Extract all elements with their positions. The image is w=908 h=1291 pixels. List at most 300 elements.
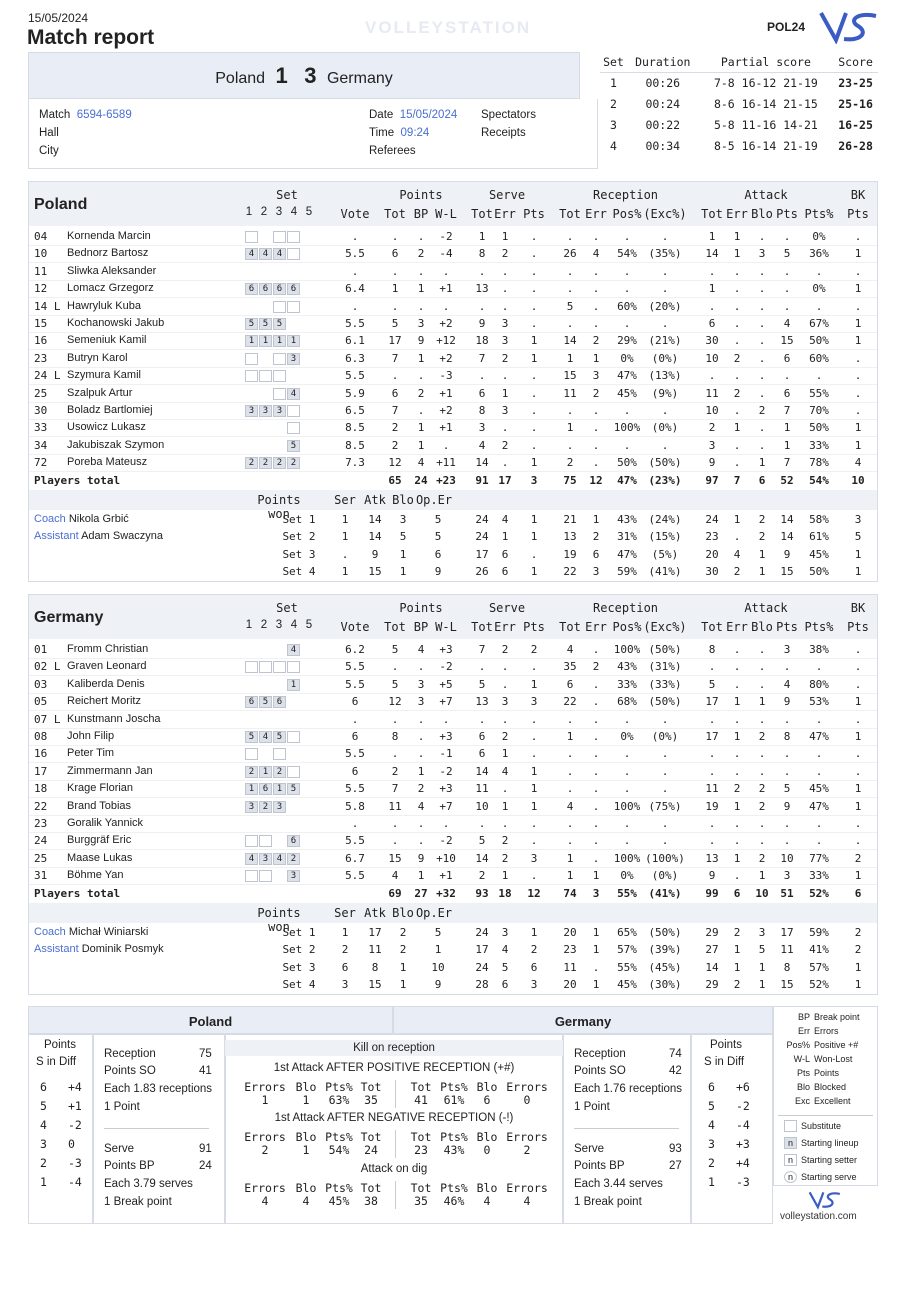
- legend-marker: n: [784, 1137, 797, 1149]
- total-apts: 52: [780, 473, 794, 487]
- stat-atot: 10: [705, 351, 719, 365]
- stat-spts: .: [530, 247, 538, 261]
- stat-rtot: 5: [566, 299, 574, 313]
- stat-wl: .: [442, 264, 450, 278]
- set-cell: 3: [609, 117, 617, 132]
- stat-stot: 6: [478, 730, 486, 743]
- stat-atot: 19: [705, 799, 719, 813]
- set-stat-opr: 6: [434, 547, 442, 561]
- set-stat-lbl: Set 2: [282, 530, 316, 544]
- set-stat-ser: 3: [341, 978, 349, 992]
- stat-wl: +1: [439, 421, 453, 435]
- stat-rerr: .: [592, 764, 600, 778]
- stat-stot: .: [478, 817, 486, 830]
- set-stat-lbl: Set 2: [282, 943, 316, 957]
- set-stat-apct: 58%: [809, 512, 829, 526]
- set-marker: [287, 405, 300, 417]
- stat-apts: 9: [783, 799, 791, 813]
- stat-rpos: 100%: [613, 643, 641, 656]
- stat-vote: .: [351, 817, 359, 830]
- kill-left-value: 24: [364, 1143, 378, 1157]
- stat-vote: .: [351, 712, 359, 726]
- player-row: [29, 676, 877, 693]
- subheader-tot: Tot: [701, 207, 723, 221]
- set-stat-aerr: 1: [733, 943, 741, 957]
- stat-bp: 1: [417, 438, 425, 452]
- stat-spts: .: [530, 264, 538, 278]
- player-name: Lomacz Grzegorz: [67, 282, 154, 295]
- set-stat-rpos: 55%: [617, 960, 637, 974]
- stat-apct: 0%: [812, 282, 826, 296]
- player-sets: [245, 370, 300, 382]
- set-stat-rtot: 11: [563, 960, 577, 974]
- player-sets: [245, 422, 300, 434]
- stat-atot: 9: [708, 869, 716, 883]
- stat-rerr: .: [592, 695, 600, 709]
- stat-spts: .: [530, 817, 538, 830]
- stat-bk: .: [854, 369, 862, 383]
- stat-bp: 1: [417, 282, 425, 296]
- stat-rexc: (50%): [648, 695, 682, 709]
- set-stat-apct: 41%: [809, 943, 829, 957]
- stat-serr: 3: [501, 404, 509, 417]
- set-stat-opr: 9: [434, 978, 442, 992]
- stat-atot: 17: [705, 730, 719, 743]
- stat-ablo: 2: [758, 782, 766, 796]
- set-number: 2: [260, 619, 268, 631]
- stat-stot: .: [478, 712, 486, 726]
- stat-rexc: .: [661, 317, 669, 330]
- stat-rpos: .: [623, 834, 631, 848]
- stat-vote: 5.5: [345, 677, 365, 691]
- stat-apts: 1: [783, 438, 791, 452]
- stat-serr: 1: [501, 747, 509, 761]
- set-stat-aerr: 4: [733, 547, 741, 561]
- stat-rtot: 1: [566, 730, 574, 743]
- set-cell: 00:34: [645, 138, 681, 153]
- stat-aerr: .: [733, 677, 741, 691]
- set-stat-spts: 2: [530, 943, 538, 957]
- stat-ablo: 3: [758, 247, 766, 261]
- stat-vote: .: [351, 230, 359, 243]
- stat-apct: 53%: [809, 695, 829, 709]
- player-sets: [245, 766, 300, 778]
- player-number: 25: [34, 386, 48, 400]
- set-summary-table: [600, 52, 878, 156]
- sdiff-s: 6: [40, 1080, 47, 1094]
- kill-left-header: Pts%: [325, 1080, 353, 1094]
- stat-tot: .: [391, 712, 399, 726]
- stat-spts: 1: [530, 456, 538, 470]
- set-marker: 1: [259, 335, 272, 347]
- sdiff-diff-away: +3: [736, 1137, 750, 1151]
- player-row: [29, 815, 877, 832]
- total-rexc: (23%): [648, 473, 682, 487]
- set-stat-atot: 24: [705, 512, 719, 526]
- set-stat-serr: 5: [501, 960, 509, 974]
- set-stat-apts: 15: [780, 565, 794, 579]
- stat-rexc: (33%): [648, 677, 682, 691]
- set-marker: [287, 766, 300, 778]
- player-row: [29, 350, 877, 367]
- stat-bp: 4: [417, 643, 425, 656]
- stat-aerr: .: [733, 869, 741, 883]
- stat-apct: 55%: [809, 386, 829, 400]
- set-marker: 3: [245, 405, 258, 417]
- stat-tot: 17: [388, 334, 402, 348]
- stat-bp: .: [417, 230, 425, 243]
- stat-tot: 15: [388, 851, 402, 865]
- player-number: 23: [34, 351, 48, 365]
- player-sets: [245, 835, 300, 847]
- set-stat-aerr: 2: [733, 565, 741, 579]
- set-stat-aerr: 1: [733, 512, 741, 526]
- stat-wl: -2: [439, 660, 453, 674]
- pw-atk: Atk: [364, 905, 386, 920]
- kill-left-header: Tot: [360, 1130, 382, 1144]
- stat-vote: 5.5: [345, 317, 365, 330]
- stat-atot: 10: [705, 404, 719, 417]
- set-stat-rerr: 1: [592, 512, 600, 526]
- stat-rpos: .: [623, 782, 631, 796]
- set-stat-bk: 3: [854, 512, 862, 526]
- stat-vote: 6.4: [345, 282, 365, 296]
- legend-starting_setter: [784, 1154, 857, 1166]
- player-row: [29, 454, 877, 471]
- reception-label: Reception: [104, 1048, 156, 1060]
- stat-serr: .: [501, 299, 509, 313]
- sdiff-diff: -4: [68, 1175, 82, 1189]
- report-date: 15/05/2024: [28, 11, 89, 25]
- match-info: [28, 99, 598, 169]
- player-row: [29, 419, 877, 436]
- set-stat-stot: 26: [475, 565, 489, 579]
- each-serve: Each 3.79 serves: [104, 1178, 193, 1190]
- player-row: [29, 867, 877, 884]
- kill-right-header: Blo: [476, 1080, 498, 1094]
- kill-left-header: Errors: [244, 1181, 286, 1195]
- set-stat-rpos: 57%: [617, 943, 637, 957]
- city-label: City: [39, 145, 59, 157]
- sdiff-diff: -3: [68, 1156, 82, 1170]
- stat-apct: 33%: [809, 438, 829, 452]
- stat-apts: 3: [783, 869, 791, 883]
- set-stat-atk: 15: [368, 978, 382, 992]
- set-stat-rexc: (5%): [651, 547, 679, 561]
- kill-right-value: 41: [414, 1093, 428, 1107]
- set-stat-atk: 11: [368, 943, 382, 957]
- set-stat-rexc: (50%): [648, 925, 682, 939]
- set-numbers: [243, 206, 315, 218]
- kill-right-header: Pts%: [440, 1080, 468, 1094]
- set-marker: [287, 301, 300, 313]
- stat-apts: .: [783, 764, 791, 778]
- subheader-wl: W-L: [435, 207, 457, 221]
- set-stat-stot: 17: [475, 547, 489, 561]
- set-marker: 3: [273, 405, 286, 417]
- stat-bk: .: [854, 712, 862, 726]
- stat-aerr: 1: [733, 799, 741, 813]
- stat-serr: 4: [501, 764, 509, 778]
- set-stat-blo: 3: [399, 512, 407, 526]
- kill-right-header: Tot: [410, 1181, 432, 1195]
- player-sets: [245, 457, 300, 469]
- stat-ablo: .: [758, 764, 766, 778]
- set-stat-spts: 1: [530, 530, 538, 544]
- stat-stot: .: [478, 660, 486, 674]
- set-stat-atk: 14: [368, 530, 382, 544]
- stat-bk: .: [854, 404, 862, 417]
- stat-bp: .: [417, 404, 425, 417]
- points-bp-label: Points BP: [104, 1160, 155, 1172]
- set-marker: 2: [259, 457, 272, 469]
- legend-desc: Excellent: [814, 1096, 851, 1106]
- subheader-tot: Tot: [384, 207, 406, 221]
- kill-left-value: 1: [302, 1093, 310, 1107]
- stat-serr: .: [501, 456, 509, 470]
- set-stat-apct: 50%: [809, 565, 829, 579]
- stat-ablo: 2: [758, 851, 766, 865]
- kill-left-header: Blo: [295, 1080, 317, 1094]
- legend-desc: Positive +#: [814, 1040, 859, 1050]
- player-row: [29, 850, 877, 867]
- set-stat-row: [29, 528, 877, 545]
- set-stat-ablo: 3: [758, 925, 766, 939]
- kill-left-value: 38: [364, 1194, 378, 1208]
- player-number: 72: [34, 456, 48, 470]
- set-marker: 5: [259, 696, 272, 708]
- set-stat-blo: 1: [399, 565, 407, 579]
- stat-apts: 9: [783, 695, 791, 709]
- player-sets: [245, 248, 300, 260]
- player-row: [29, 263, 877, 280]
- stat-wl: +3: [439, 643, 453, 656]
- sdiff-title: Points: [44, 1039, 76, 1051]
- stat-bk: .: [854, 230, 862, 243]
- player-row: [29, 728, 877, 745]
- stat-rexc: .: [661, 747, 669, 761]
- set-stat-ablo: 1: [758, 978, 766, 992]
- set-marker: [259, 835, 272, 847]
- players-total-label: Players total: [34, 473, 121, 487]
- stat-rpos: 100%: [613, 421, 641, 435]
- total-spts: 3: [530, 473, 538, 487]
- stat-rerr: 2: [592, 334, 600, 348]
- set-marker: [273, 231, 286, 243]
- stats-divider: [574, 1128, 679, 1129]
- pw-blo: Blo: [392, 905, 414, 920]
- stat-serr: 1: [501, 230, 509, 243]
- set-stat-serr: 3: [501, 925, 509, 939]
- stat-atot: .: [708, 264, 716, 278]
- kill-section-title: 1st Attack AFTER POSITIVE RECEPTION (+#): [273, 1062, 515, 1074]
- sdiff-s: 4: [40, 1118, 47, 1132]
- total-bk: 6: [854, 886, 862, 900]
- set-stat-apts: 14: [780, 530, 794, 544]
- stat-atot: 6: [708, 317, 716, 330]
- set-cell: 5-8 11-16 14-21: [713, 117, 818, 132]
- set-stat-lbl: Set 1: [282, 925, 316, 939]
- col-partial: Partial score: [699, 52, 834, 72]
- stat-bk: .: [854, 817, 862, 830]
- header-points: Points: [399, 601, 443, 615]
- set-number: 5: [305, 619, 313, 631]
- set-stat-rpos: 45%: [617, 978, 637, 992]
- player-name: Reichert Moritz: [67, 695, 141, 708]
- stat-vote: 6: [351, 695, 359, 709]
- stat-ablo: .: [758, 299, 766, 313]
- set-marker: [287, 731, 300, 743]
- legend-desc: Won-Lost: [814, 1054, 853, 1064]
- player-name: Goralik Yannick: [67, 817, 144, 829]
- stat-bp: .: [417, 747, 425, 761]
- stat-bk: 1: [854, 799, 862, 813]
- subheader-pos: Pos%: [612, 620, 642, 634]
- set-stat-rexc: (45%): [648, 960, 682, 974]
- stat-wl: +3: [439, 782, 453, 796]
- set-stat-row: [29, 546, 877, 563]
- set-stat-ser: 6: [341, 960, 349, 974]
- stat-bp: .: [417, 369, 425, 383]
- stat-atot: 5: [708, 677, 716, 691]
- kill-left-value: 1: [302, 1143, 310, 1157]
- pw-ser: Ser: [334, 905, 356, 920]
- stat-bk: .: [854, 643, 862, 656]
- set-marker: [273, 661, 286, 673]
- set-marker: [273, 370, 286, 382]
- stat-apct: 50%: [809, 421, 829, 435]
- stat-aerr: 2: [733, 782, 741, 796]
- player-name: Zimmermann Jan: [67, 764, 153, 777]
- total-rpos: 55%: [617, 886, 637, 900]
- stat-rerr: .: [592, 712, 600, 726]
- set-cell: 2: [609, 96, 617, 111]
- set-marker: 6: [273, 283, 286, 295]
- subheader-err: Err: [494, 207, 516, 221]
- reception-label: Reception: [574, 1048, 626, 1060]
- set-stat-row: [29, 563, 877, 580]
- header-attack: Attack: [744, 601, 788, 615]
- set-stat-apct: 57%: [809, 960, 829, 974]
- stat-wl: +1: [439, 869, 453, 883]
- stat-bk: 1: [854, 247, 862, 261]
- stat-aerr: 1: [733, 851, 741, 865]
- set-stat-stot: 24: [475, 960, 489, 974]
- stat-bp: .: [417, 834, 425, 848]
- player-number: 16: [34, 747, 48, 761]
- stat-rtot: .: [566, 264, 574, 278]
- stat-serr: .: [501, 421, 509, 435]
- stat-apct: .: [815, 834, 823, 848]
- legend-item: [778, 1082, 874, 1092]
- subheader-tot: Tot: [559, 620, 581, 634]
- player-row: [29, 315, 877, 332]
- kill-right-header: Blo: [476, 1181, 498, 1195]
- col-set: Set: [600, 52, 627, 72]
- set-marker: 1: [273, 335, 286, 347]
- serve-value: 91: [199, 1143, 212, 1155]
- stat-ablo: .: [758, 317, 766, 330]
- set-stat-rtot: 22: [563, 565, 577, 579]
- set-marker: 5: [287, 440, 300, 452]
- player-number: 10: [34, 247, 48, 261]
- stat-rexc: (0%): [651, 351, 679, 365]
- legend-box: [773, 1006, 878, 1186]
- set-row: [600, 72, 878, 93]
- set-number: 3: [275, 619, 283, 631]
- stat-rerr: 1: [592, 869, 600, 883]
- set-marker: 4: [273, 853, 286, 865]
- stat-apts: .: [783, 299, 791, 313]
- stat-rtot: 1: [566, 351, 574, 365]
- set-cell: 00:22: [645, 117, 681, 132]
- set-stat-rtot: 19: [563, 547, 577, 561]
- player-name: Kaliberda Denis: [67, 677, 145, 690]
- legend-marker: n: [784, 1154, 797, 1166]
- pw-ser: Ser: [334, 492, 356, 507]
- away-sets-score: 3: [304, 63, 317, 88]
- stat-stot: .: [478, 369, 486, 383]
- total-bp: 27: [414, 886, 428, 900]
- stat-rerr: 2: [592, 660, 600, 674]
- set-stat-atot: 14: [705, 960, 719, 974]
- stat-apct: 47%: [809, 730, 829, 743]
- stat-rtot: 6: [566, 677, 574, 691]
- points-bp-value: 24: [199, 1160, 212, 1172]
- set-stat-ablo: 1: [758, 547, 766, 561]
- stat-rexc: .: [661, 282, 669, 296]
- stat-spts: 1: [530, 351, 538, 365]
- stat-apct: .: [815, 660, 823, 674]
- stat-rpos: 100%: [613, 851, 641, 865]
- stat-atot: .: [708, 834, 716, 848]
- sdiff-s: 2: [40, 1156, 47, 1170]
- player-sets: [245, 644, 300, 656]
- set-stat-rtot: 23: [563, 943, 577, 957]
- player-number: 34: [34, 438, 48, 452]
- stat-rtot: 4: [566, 643, 574, 656]
- header-bk: BK: [850, 188, 866, 202]
- set-number: 4: [290, 206, 298, 218]
- set-stat-ablo: 1: [758, 960, 766, 974]
- stat-serr: 1: [501, 799, 509, 813]
- set-stat-apts: 11: [780, 943, 794, 957]
- legend-item: [778, 1012, 874, 1022]
- stat-vote: 5.8: [345, 799, 365, 813]
- player-name: Graven Leonard: [67, 660, 147, 673]
- set-stat-bk: 1: [854, 978, 862, 992]
- subheader-bp: BP: [413, 620, 429, 634]
- stat-bk: 1: [854, 695, 862, 709]
- stat-rerr: .: [592, 677, 600, 691]
- stat-ablo: .: [758, 747, 766, 761]
- legend-abbr: Err: [798, 1026, 810, 1036]
- set-stat-atot: 27: [705, 943, 719, 957]
- set-stat-apts: 15: [780, 978, 794, 992]
- player-name: Böhme Yan: [67, 869, 124, 882]
- set-stat-opr: 5: [434, 512, 442, 526]
- total-wl: +32: [436, 886, 456, 900]
- stat-apct: .: [815, 264, 823, 278]
- stat-apts: 5: [783, 782, 791, 796]
- stat-apts: 6: [783, 386, 791, 400]
- stat-rpos: .: [623, 264, 631, 278]
- set-stat-rtot: 21: [563, 512, 577, 526]
- stat-rexc: (21%): [648, 334, 682, 348]
- stat-ablo: .: [758, 421, 766, 435]
- stat-stot: 14: [475, 764, 489, 778]
- stat-bp: 4: [417, 456, 425, 470]
